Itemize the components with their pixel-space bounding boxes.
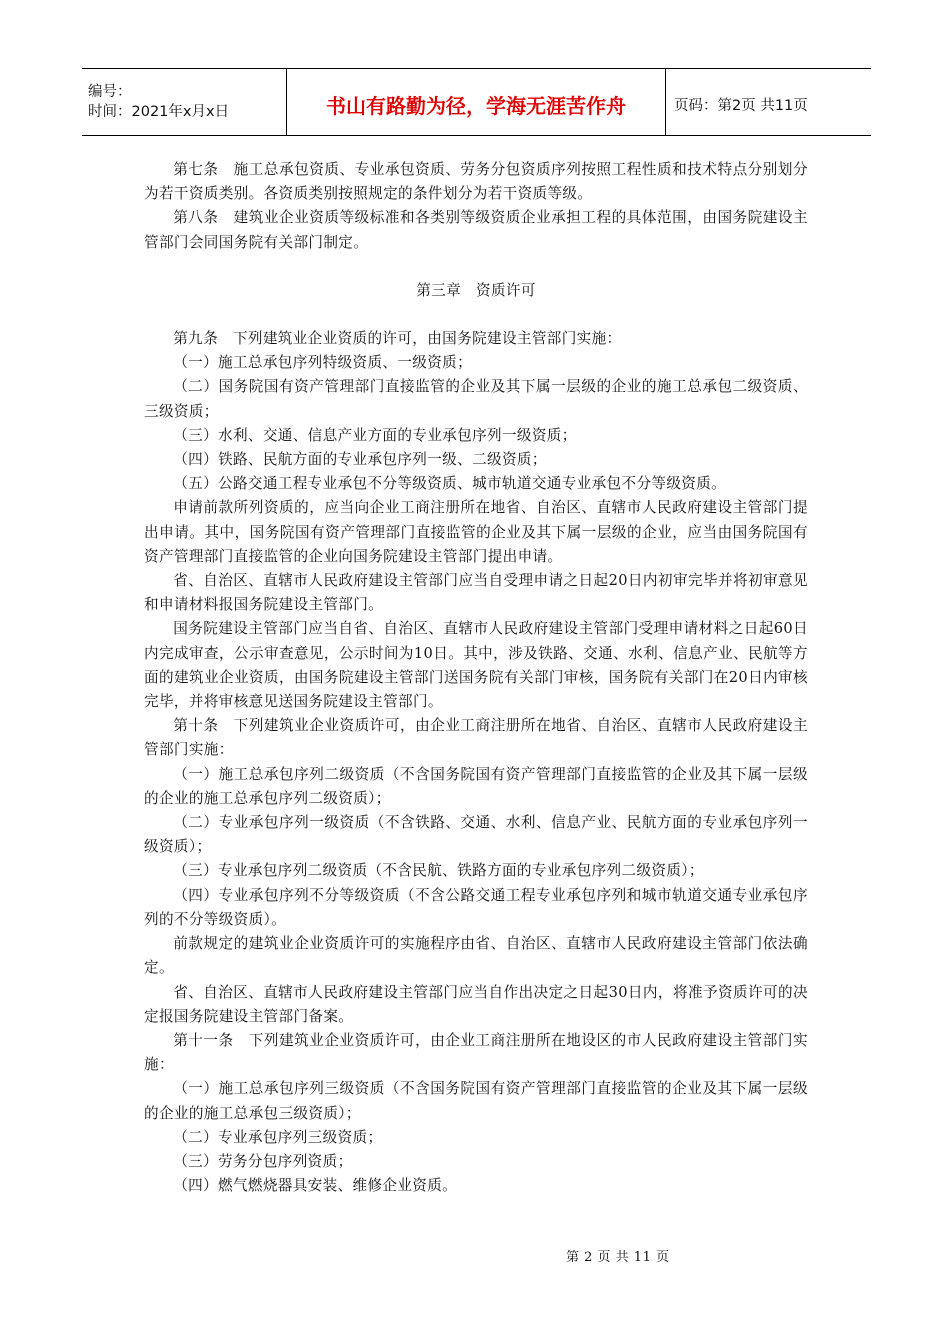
article-9-item-3: （三）水利、交通、信息产业方面的专业承包序列一级资质； — [173, 426, 577, 444]
article-9-item-1: （一）施工总承包序列特级资质、一级资质； — [173, 354, 473, 372]
article-10: 第十条 下列建筑业企业资质许可，由企业工商注册所在地省、自治区、直辖市人民政府建设主管部门实施： — [144, 717, 808, 759]
article-10-paragraph-procedure: 前款规定的建筑业企业资质许可的实施程序由省、自治区、直辖市人民政府建设主管部门依法确定。 — [144, 935, 808, 977]
article-10-item-1: （一）施工总承包序列二级资质（不含国务院国有资产管理部门直接监管的企业及其下属一层级的企业的施工总承包序列二级资质）； — [144, 765, 808, 807]
header-motto: 书山有路勤为径，学海无涯苦作舟 — [287, 69, 666, 136]
article-10-item-3: （三）专业承包序列二级资质（不含民航、铁路方面的专业承包序列二级资质）； — [173, 862, 704, 880]
article-10-item-4: （四）专业承包序列不分等级资质（不含公路交通工程专业承包序列和城市轨道交通专业承包序列的不分等级资质）。 — [144, 886, 808, 928]
article-10-item-2: （二）专业承包序列一级资质（不含铁路、交通、水利、信息产业、民航方面的专业承包序列一级资质）； — [144, 814, 808, 856]
article-8: 第八条 建筑业企业资质等级标准和各类别等级资质企业承担工程的具体范围，由国务院建设主管部门会同国务院有关部门制定。 — [144, 209, 808, 251]
document-time-label: 时间：2021年x月x日 — [88, 104, 230, 120]
article-9-item-2: （二）国务院国有资产管理部门直接监管的企业及其下属一层级的企业的施工总承包二级资质、三级资质； — [144, 378, 808, 420]
article-9-paragraph-application: 申请前款所列资质的，应当向企业工商注册所在地省、自治区、直辖市人民政府建设主管部门提出申请。其中，国务院国有资产管理部门直接监管的企业及其下属一层级的企业，应当由国务院国有资产管理部门直接监管的企业向国务院建设主管部门提出申请。 — [144, 499, 808, 565]
article-9-item-4: （四）铁路、民航方面的专业承包序列一级、二级资质； — [173, 451, 547, 469]
article-7: 第七条 施工总承包资质、专业承包资质、劳务分包资质序列按照工程性质和技术特点分别划分为若干资质类别。各资质类别按照规定的条件划分为若干资质等级。 — [144, 161, 808, 203]
article-11-item-3: （三）劳务分包序列资质； — [173, 1152, 353, 1170]
article-9-paragraph-review: 国务院建设主管部门应当自省、自治区、直辖市人民政府建设主管部门受理申请材料之日起60日内完成审查，公示审查意见，公示时间为10日。其中，涉及铁路、交通、水利、信息产业、民航等方面的建筑业企业资质，由国务院建设主管部门送国务院有关部门审核，国务院有关部门在20日内审核完毕，并将审核意见送国务院建设主管部门。 — [144, 620, 808, 711]
chapter-title: 第三章 资质许可 — [416, 281, 536, 299]
page-footer: 第 2 页 共 11 页 — [566, 1250, 670, 1265]
article-9: 第九条 下列建筑业企业资质的许可，由国务院建设主管部门实施： — [173, 330, 622, 348]
article-9-item-5: （五）公路交通工程专业承包不分等级资质、城市轨道交通专业承包不分等级资质。 — [173, 475, 727, 493]
document-body — [144, 158, 808, 1198]
article-10-paragraph-filing: 省、自治区、直辖市人民政府建设主管部门应当自作出决定之日起30日内，将准予资质许可的决定报国务院建设主管部门备案。 — [144, 983, 808, 1025]
header-meta — [82, 69, 287, 136]
article-11: 第十一条 下列建筑业企业资质许可，由企业工商注册所在地设区的市人民政府建设主管部门实施： — [144, 1031, 808, 1074]
article-11-item-1: （一）施工总承包序列三级资质（不含国务院国有资产管理部门直接监管的企业及其下属一层级的企业的施工总承包三级资质）； — [144, 1080, 808, 1122]
header-page-info: 页码：第2页 共11页 — [674, 97, 808, 114]
page-header — [82, 68, 871, 136]
article-11-item-2: （二）专业承包序列三级资质； — [173, 1128, 383, 1146]
article-9-paragraph-preliminary-review: 省、自治区、直辖市人民政府建设主管部门应当自受理申请之日起20日内初审完毕并将初审意见和申请材料报国务院建设主管部门。 — [144, 572, 808, 614]
article-11-item-4: （四）燃气燃烧器具安装、维修企业资质。 — [173, 1177, 458, 1195]
document-number-label: 编号： — [88, 84, 132, 100]
